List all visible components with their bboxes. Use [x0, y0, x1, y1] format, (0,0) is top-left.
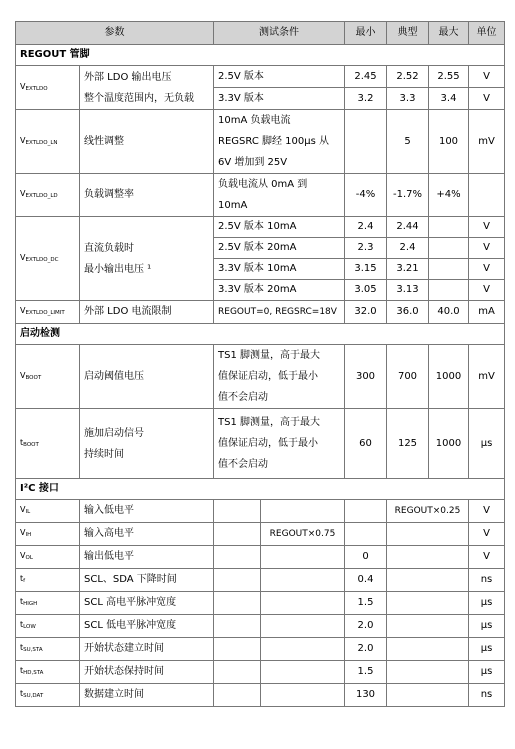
- header-param: 参数: [16, 22, 214, 45]
- cond-cell-a: [214, 569, 261, 592]
- min-cell: 3.15: [345, 259, 387, 280]
- spec-table-container: [15, 21, 504, 707]
- unit-cell: mV: [469, 345, 505, 409]
- param-desc: 直流负载时 最小输出电压 ¹: [80, 217, 214, 301]
- symbol-cell: tBOOT: [16, 409, 80, 479]
- section-boot: [16, 324, 505, 345]
- cond-cell-a: [214, 638, 261, 661]
- param-desc: 施加启动信号 持续时间: [80, 409, 214, 479]
- max-cell: 2.55: [429, 66, 469, 88]
- symbol-cell: VIH: [16, 523, 80, 546]
- typ-max-cell: [387, 546, 469, 569]
- cond-cell-a: [214, 684, 261, 707]
- param-desc: 输入低电平: [80, 500, 214, 523]
- param-desc: 输出低电平: [80, 546, 214, 569]
- param-desc: 线性调整: [80, 110, 214, 174]
- max-cell: [429, 259, 469, 280]
- param-desc: 启动阈值电压: [80, 345, 214, 409]
- typ-max-cell: [387, 661, 469, 684]
- unit-cell: ns: [469, 569, 505, 592]
- cond-cell-a: [214, 615, 261, 638]
- symbol-cell: tSU,DAT: [16, 684, 80, 707]
- typ-max-cell: [387, 638, 469, 661]
- unit-cell: V: [469, 66, 505, 88]
- max-cell: 100: [429, 110, 469, 174]
- min-cell: 1.5: [345, 661, 387, 684]
- min-cell: 60: [345, 409, 387, 479]
- symbol-cell: VEXTLDO_LD: [16, 174, 80, 217]
- table-row: [16, 301, 505, 324]
- min-cell: 32.0: [345, 301, 387, 324]
- cond-cell: 3.3V 版本 20mA: [214, 280, 345, 301]
- symbol-cell: tLOW: [16, 615, 80, 638]
- min-cell: 3.05: [345, 280, 387, 301]
- typ-max-cell: [387, 592, 469, 615]
- param-desc: 负载调整率: [80, 174, 214, 217]
- param-desc: 开始状态保持时间: [80, 661, 214, 684]
- typ-cell: 36.0: [387, 301, 429, 324]
- param-desc: 输入高电平: [80, 523, 214, 546]
- param-desc: 外部 LDO 输出电压 整个温度范围内，无负载: [80, 66, 214, 110]
- min-cell: 3.2: [345, 88, 387, 110]
- cond-cell-b: [261, 615, 345, 638]
- cond-cell-b: [261, 638, 345, 661]
- table-row: [16, 592, 505, 615]
- max-cell: 40.0: [429, 301, 469, 324]
- unit-cell: V: [469, 523, 505, 546]
- section-title: I²C 接口: [16, 479, 505, 500]
- typ-max-cell: [387, 684, 469, 707]
- typ-max-cell: [387, 569, 469, 592]
- cond-cell: 3.3V 版本: [214, 88, 345, 110]
- unit-cell: μs: [469, 615, 505, 638]
- cond-cell: TS1 脚测量，高于最大 值保证启动，低于最小 值不会启动: [214, 409, 345, 479]
- cond-cell-b: [261, 569, 345, 592]
- min-cell: 300: [345, 345, 387, 409]
- unit-cell: ns: [469, 684, 505, 707]
- cond-cell-b: [261, 500, 345, 523]
- cond-cell-a: [214, 523, 261, 546]
- table-row: [16, 523, 505, 546]
- max-cell: 1000: [429, 409, 469, 479]
- header-unit: 单位: [469, 22, 505, 45]
- unit-cell: V: [469, 259, 505, 280]
- symbol-cell: tf: [16, 569, 80, 592]
- header-min: 最小: [345, 22, 387, 45]
- typ-cell: 2.44: [387, 217, 429, 238]
- min-cell: 1.5: [345, 592, 387, 615]
- min-cell: [345, 110, 387, 174]
- table-row: [16, 345, 505, 409]
- symbol-cell: tSU,STA: [16, 638, 80, 661]
- typ-cell: 3.13: [387, 280, 429, 301]
- symbol-cell: VBOOT: [16, 345, 80, 409]
- unit-cell: V: [469, 238, 505, 259]
- typ-cell: 5: [387, 110, 429, 174]
- cond-cell: 3.3V 版本 10mA: [214, 259, 345, 280]
- cond-cell: REGOUT=0, REGSRC=18V: [214, 301, 345, 324]
- symbol-cell: VEXTLDO: [16, 66, 80, 110]
- unit-cell: [469, 174, 505, 217]
- typ-max-cell: REGOUT×0.25: [387, 500, 469, 523]
- typ-cell: -1.7%: [387, 174, 429, 217]
- symbol-cell: tHD,STA: [16, 661, 80, 684]
- typ-cell: 700: [387, 345, 429, 409]
- unit-cell: μs: [469, 409, 505, 479]
- typ-cell: 2.4: [387, 238, 429, 259]
- unit-cell: V: [469, 280, 505, 301]
- min-cell: 2.4: [345, 217, 387, 238]
- param-desc: 数据建立时间: [80, 684, 214, 707]
- section-regout: [16, 45, 505, 66]
- header-cond: 测试条件: [214, 22, 345, 45]
- param-desc: SCL 高电平脉冲宽度: [80, 592, 214, 615]
- table-row: [16, 217, 505, 238]
- unit-cell: μs: [469, 638, 505, 661]
- table-row: [16, 661, 505, 684]
- typ-cell: 3.21: [387, 259, 429, 280]
- symbol-cell: VOL: [16, 546, 80, 569]
- cond-cell-a: [214, 592, 261, 615]
- min-cell: 130: [345, 684, 387, 707]
- table-row: [16, 66, 505, 88]
- table-row: [16, 174, 505, 217]
- table-row: [16, 500, 505, 523]
- symbol-cell: VEXTLDO_LN: [16, 110, 80, 174]
- section-title: 启动检测: [16, 324, 505, 345]
- unit-cell: mV: [469, 110, 505, 174]
- min-cell: 2.0: [345, 638, 387, 661]
- symbol-cell: VIL: [16, 500, 80, 523]
- cond-cell-b: [261, 661, 345, 684]
- cond-cell: TS1 脚测量，高于最大 值保证启动，低于最小 值不会启动: [214, 345, 345, 409]
- unit-cell: V: [469, 500, 505, 523]
- cond-cell: 10mA 负载电流 REGSRC 脚经 100μs 从 6V 增加到 25V: [214, 110, 345, 174]
- min-cell: 2.0: [345, 615, 387, 638]
- cond-cell-b: REGOUT×0.75: [261, 523, 345, 546]
- param-desc: SCL、SDA 下降时间: [80, 569, 214, 592]
- max-cell: [429, 238, 469, 259]
- typ-cell: 3.3: [387, 88, 429, 110]
- unit-cell: μs: [469, 661, 505, 684]
- cond-cell: 2.5V 版本 10mA: [214, 217, 345, 238]
- max-cell: +4%: [429, 174, 469, 217]
- table-row: [16, 684, 505, 707]
- unit-cell: V: [469, 217, 505, 238]
- typ-max-cell: [387, 523, 469, 546]
- table-row: [16, 638, 505, 661]
- table-row: [16, 409, 505, 479]
- table-row: [16, 546, 505, 569]
- typ-max-cell: [387, 615, 469, 638]
- cond-cell-a: [214, 546, 261, 569]
- table-row: [16, 569, 505, 592]
- typ-cell: 2.52: [387, 66, 429, 88]
- cond-cell: 2.5V 版本 20mA: [214, 238, 345, 259]
- unit-cell: mA: [469, 301, 505, 324]
- min-cell: 0: [345, 546, 387, 569]
- param-desc: 外部 LDO 电流限制: [80, 301, 214, 324]
- max-cell: [429, 217, 469, 238]
- min-cell: 2.45: [345, 66, 387, 88]
- cond-cell-a: [214, 500, 261, 523]
- i2c-rows: [16, 500, 505, 707]
- max-cell: 3.4: [429, 88, 469, 110]
- table-row: [16, 615, 505, 638]
- cond-cell: 2.5V 版本: [214, 66, 345, 88]
- cond-cell-b: [261, 592, 345, 615]
- header-max: 最大: [429, 22, 469, 45]
- param-desc: 开始状态建立时间: [80, 638, 214, 661]
- cond-cell-b: [261, 546, 345, 569]
- min-cell: 2.3: [345, 238, 387, 259]
- section-i2c: [16, 479, 505, 500]
- min-cell: 0.4: [345, 569, 387, 592]
- cond-cell-a: [214, 661, 261, 684]
- cond-cell-b: [261, 684, 345, 707]
- typ-cell: 125: [387, 409, 429, 479]
- symbol-cell: tHIGH: [16, 592, 80, 615]
- unit-cell: V: [469, 546, 505, 569]
- symbol-cell: VEXTLDO_LIMIT: [16, 301, 80, 324]
- unit-cell: V: [469, 88, 505, 110]
- min-cell: [345, 500, 387, 523]
- unit-cell: μs: [469, 592, 505, 615]
- symbol-cell: VEXTLDO_DC: [16, 217, 80, 301]
- header-typ: 典型: [387, 22, 429, 45]
- table-row: [16, 110, 505, 174]
- spec-table: [15, 21, 505, 707]
- table-header: [16, 22, 505, 45]
- cond-cell: 负载电流从 0mA 到 10mA: [214, 174, 345, 217]
- section-title: REGOUT 管脚: [16, 45, 505, 66]
- param-desc: SCL 低电平脉冲宽度: [80, 615, 214, 638]
- max-cell: [429, 280, 469, 301]
- max-cell: 1000: [429, 345, 469, 409]
- min-cell: -4%: [345, 174, 387, 217]
- min-cell: [345, 523, 387, 546]
